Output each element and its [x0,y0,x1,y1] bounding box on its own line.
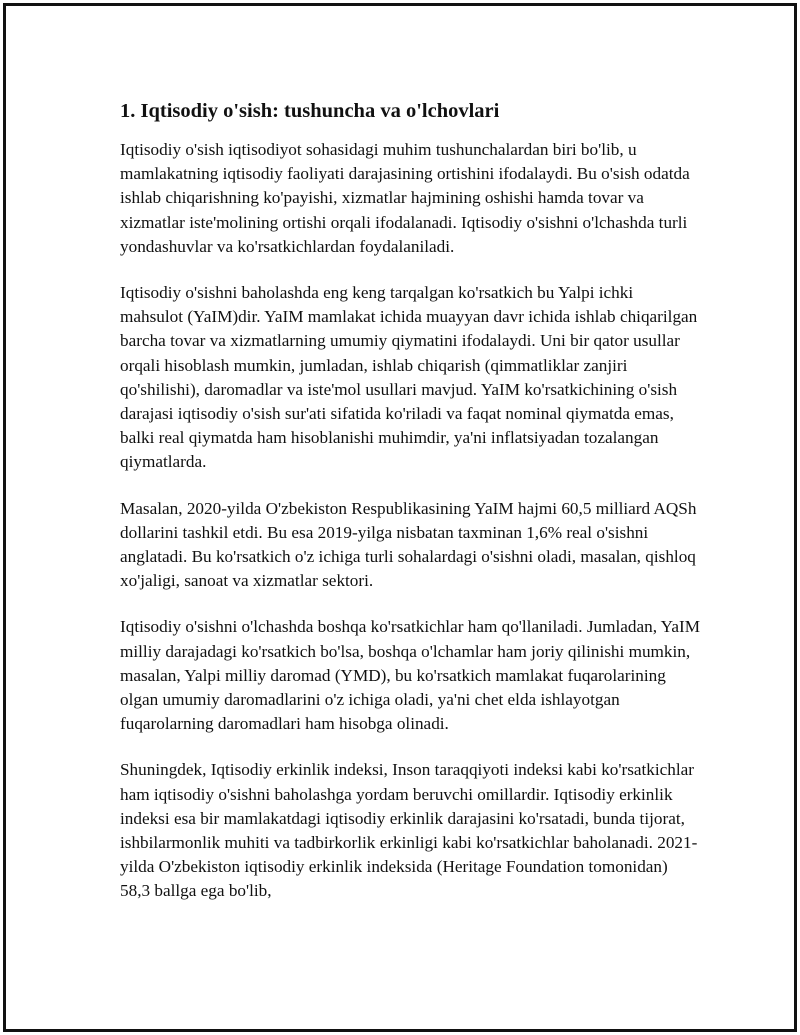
paragraph-example-2020: Masalan, 2020-yilda O'zbekiston Respublikasining YaIM hajmi 60,5 milliard AQSh dollarini tashkil etdi. Bu esa 2019-yilga nisbatan taxminan 1,6% real o'sishni anglatadi. Bu ko'rsatkich o'z ichiga turli sohalardagi o'sishni oladi, masalan, qishloq xo'jaligi, sanoat va xizmatlar sektori. [120,498,697,591]
paragraph-intro: Iqtisodiy o'sish iqtisodiyot sohasidagi muhim tushunchalardan biri bo'lib, u mamlakatning iqtisodiy faoliyati darajasining ortishini ifodalaydi. Bu o'sish odatda ishlab chiqarishning ko'payishi, xizmatlar hajmining oshishi hamda tovar va xizmatlar iste'molining ortishi orqali ifodalanadi. Iqtisodiy o'sishni o'lchashda turli yondashuvlar va ko'rsatkichlardan foydalaniladi. [120,140,690,256]
paragraph-gdp: Iqtisodiy o'sishni baholashda eng keng tarqalgan ko'rsatkich bu Yalpi ichki mahsulot (YaIM)dir. YaIM mamlakat ichida muayyan davr ichida ishlab chiqarilgan barcha tovar va xizmatlarning umumiy qiymatini ifodalaydi. Uni bir qator usullar orqali hisoblash mumkin, jumladan, ishlab chiqarish (qimmatliklar zanjiri qo'shilishi), daromadlar va iste'mol usullari mavjud. YaIM ko'rsatkichining o'sish darajasi iqtisodiy o'sish sur'ati sifatida ko'riladi va faqat nominal qiymatda emas, balki real qiymatda ham hisoblanishi muhimdir, ya'ni inflatsiyadan tozalangan qiymatlarda. [120,283,698,472]
section-heading: 1. Iqtisodiy o'sish: tushuncha va o'lchovlari [120,100,500,122]
paragraph-freedom-index: Shuningdek, Iqtisodiy erkinlik indeksi, Inson taraqqiyoti indeksi kabi ko'rsatkichlar ham iqtisodiy o'sishni baholashga yordam beruvchi omillardir. Iqtisodiy erkinlik indeksi esa bir mamlakatdagi iqtisodiy erkinlik darajasini ko'rsatadi, bunda tijorat, ishbilarmonlik muhiti va tadbirkorlik erkinligi kabi ko'rsatkichlar baholanadi. 2021-yilda O'zbekiston iqtisodiy erkinlik indeksida (Heritage Foundation tomonidan) 58,3 ballga ega bo'lib, [120,760,698,901]
page-frame [3,3,797,1032]
paragraph-other-indicators: Iqtisodiy o'sishni o'lchashda boshqa ko'rsatkichlar ham qo'llaniladi. Jumladan, YaIM milliy darajadagi ko'rsatkich bo'lsa, boshqa o'lchamlar ham joriy qilinishi mumkin, masalan, Yalpi milliy daromad (YMD), bu ko'rsatkich mamlakat fuqarolarining olgan umumiy daromadlarini o'z ichiga oladi, ya'ni chet elda ishlayotgan fuqarolarning daromadlari ham hisobga olinadi. [120,617,700,734]
document-body [120,98,700,926]
